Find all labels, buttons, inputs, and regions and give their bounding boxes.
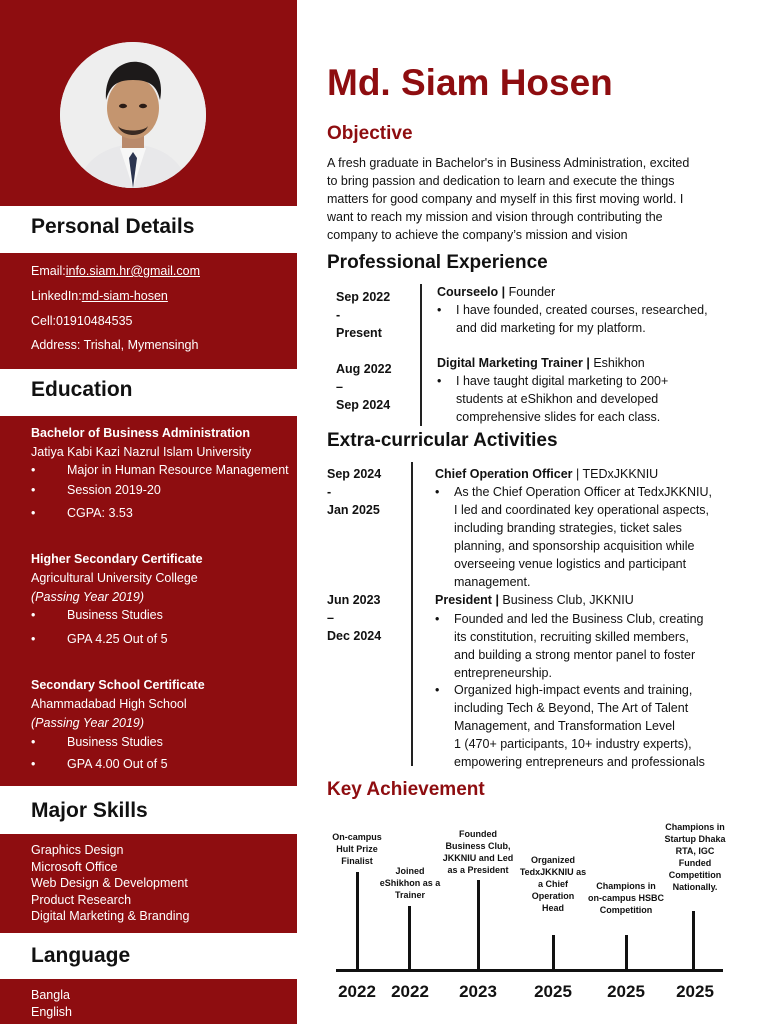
list-item: • Business Studies: [31, 735, 163, 749]
achievement-label: Champions in Startup Dhaka RTA, IGC Funded Competition Nationally.: [664, 822, 726, 892]
list-item: • As the Chief Operation Officer at TedxJKKNIU, I led and coordinated key operational aspects, including branding strategies, ticket sales planning, and sponsorship acquisition while overseeing venue logistics and participant management.: [435, 485, 712, 589]
skill-item: Graphics Design: [31, 843, 124, 857]
timeline-tick: [692, 911, 695, 969]
language-item: Bangla: [31, 988, 70, 1002]
timeline-tick: [552, 935, 555, 969]
person-name: Md. Siam Hosen: [327, 62, 613, 103]
ssc-degree: Secondary School Certificate: [31, 678, 205, 692]
extra-date: Jun 2023 – Dec 2024: [327, 593, 382, 643]
list-item: • Major in Human Resource Management: [31, 463, 289, 477]
extra-heading: Extra-curricular Activities: [327, 430, 558, 451]
achievement-year: 2025: [607, 982, 645, 1001]
timeline-tick: [356, 872, 359, 969]
linkedin-label: LinkedIn:: [31, 289, 82, 303]
skills-heading: Major Skills: [31, 799, 148, 822]
education-heading: Education: [31, 378, 133, 401]
experience-heading: Professional Experience: [327, 252, 548, 273]
experience-divider: [420, 284, 422, 426]
email-label: Email:: [31, 264, 66, 278]
timeline-axis: [336, 969, 723, 972]
experience-title: Courseelo | Founder: [437, 285, 556, 299]
bachelor-school: Jatiya Kabi Kazi Nazrul Islam University: [31, 445, 252, 459]
linkedin-link[interactable]: md-siam-hosen: [81, 289, 168, 303]
personal-details-heading: Personal Details: [31, 215, 195, 238]
language-item: English: [31, 1005, 72, 1019]
timeline-tick: [477, 880, 480, 969]
achievement-year: 2022: [391, 982, 429, 1001]
bachelor-degree: Bachelor of Business Administration: [31, 426, 251, 440]
hsc-school: Agricultural University College: [31, 571, 198, 585]
achievement-label: Joined eShikhon as a Trainer: [379, 866, 441, 900]
list-item: • Organized high-impact events and training, including Tech & Beyond, The Art of Talent Management, and Transformation Level 1 (470+ participants, 10+ industry experts), empowering entrepreneurs and professionals: [435, 683, 705, 769]
list-item: • I have taught digital marketing to 200+ students at eShikhon and developed comprehensive slides for each class.: [437, 374, 669, 424]
list-item: • CGPA: 3.53: [31, 506, 133, 520]
achievement-label: Founded Business Club, JKKNIU and Led as a President: [442, 829, 514, 875]
list-item: • GPA 4.00 Out of 5: [31, 757, 168, 771]
profile-photo: [60, 42, 206, 188]
email-link[interactable]: info.siam.hr@gmail.com: [65, 264, 200, 278]
list-item: • Founded and led the Business Club, creating its constitution, recruiting skilled members, and building a strong mentor panel to foster entrepreneurship.: [435, 612, 704, 680]
email-line: [31, 263, 200, 279]
skill-item: Microsoft Office: [31, 860, 118, 874]
list-item: • GPA 4.25 Out of 5: [31, 632, 168, 646]
achievement-label: Champions in on-campus HSBC Competition: [587, 881, 664, 915]
address-line: Address: Trishal, Mymensingh: [31, 338, 199, 352]
ssc-year: (Passing Year 2019): [31, 716, 145, 730]
language-heading: Language: [31, 944, 131, 967]
objective-text: A fresh graduate in Bachelor's in Business Administration, excited to bring passion and dedication to learn and execute the things matters for good company and myself in this first moving world. I want to reach my mission and vision through contributing the company to achieve the company’s mission and vision: [327, 156, 690, 242]
experience-title: Digital Marketing Trainer | Eshikhon: [437, 356, 645, 370]
objective-heading: Objective: [327, 123, 413, 144]
extra-divider: [411, 462, 413, 766]
extra-date: Sep 2024 - Jan 2025: [327, 467, 382, 517]
experience-date: Sep 2022 - Present: [336, 290, 391, 340]
ssc-school: Ahammadabad High School: [31, 697, 187, 711]
list-item: • Business Studies: [31, 608, 163, 622]
hsc-year: (Passing Year 2019): [31, 590, 145, 604]
timeline-tick: [408, 906, 411, 969]
skill-item: Product Research: [31, 893, 132, 907]
achievement-label: Organized TedxJKKNIU as a Chief Operation Head: [519, 855, 587, 913]
extra-title: President | Business Club, JKKNIU: [435, 593, 634, 607]
list-item: • I have founded, created courses, researched, and did marketing for my platform.: [437, 303, 708, 335]
achievement-year: 2025: [676, 982, 714, 1001]
skill-item: Digital Marketing & Branding: [31, 909, 190, 923]
achievement-year: 2025: [534, 982, 572, 1001]
timeline-tick: [625, 935, 628, 969]
list-item: • Session 2019-20: [31, 483, 161, 497]
experience-date: Aug 2022 – Sep 2024: [336, 362, 392, 412]
achievement-year: 2022: [338, 982, 376, 1001]
achievement-label: On-campus Hult Prize Finalist: [332, 832, 382, 866]
cell-line: Cell:01910484535: [31, 314, 133, 328]
skill-item: Web Design & Development: [31, 876, 188, 890]
achievement-heading: Key Achievement: [327, 779, 485, 800]
linkedin-line: [31, 288, 168, 304]
hsc-degree: Higher Secondary Certificate: [31, 552, 203, 566]
achievement-year: 2023: [459, 982, 497, 1001]
extra-title: Chief Operation Officer | TEDxJKKNIU: [435, 467, 659, 481]
